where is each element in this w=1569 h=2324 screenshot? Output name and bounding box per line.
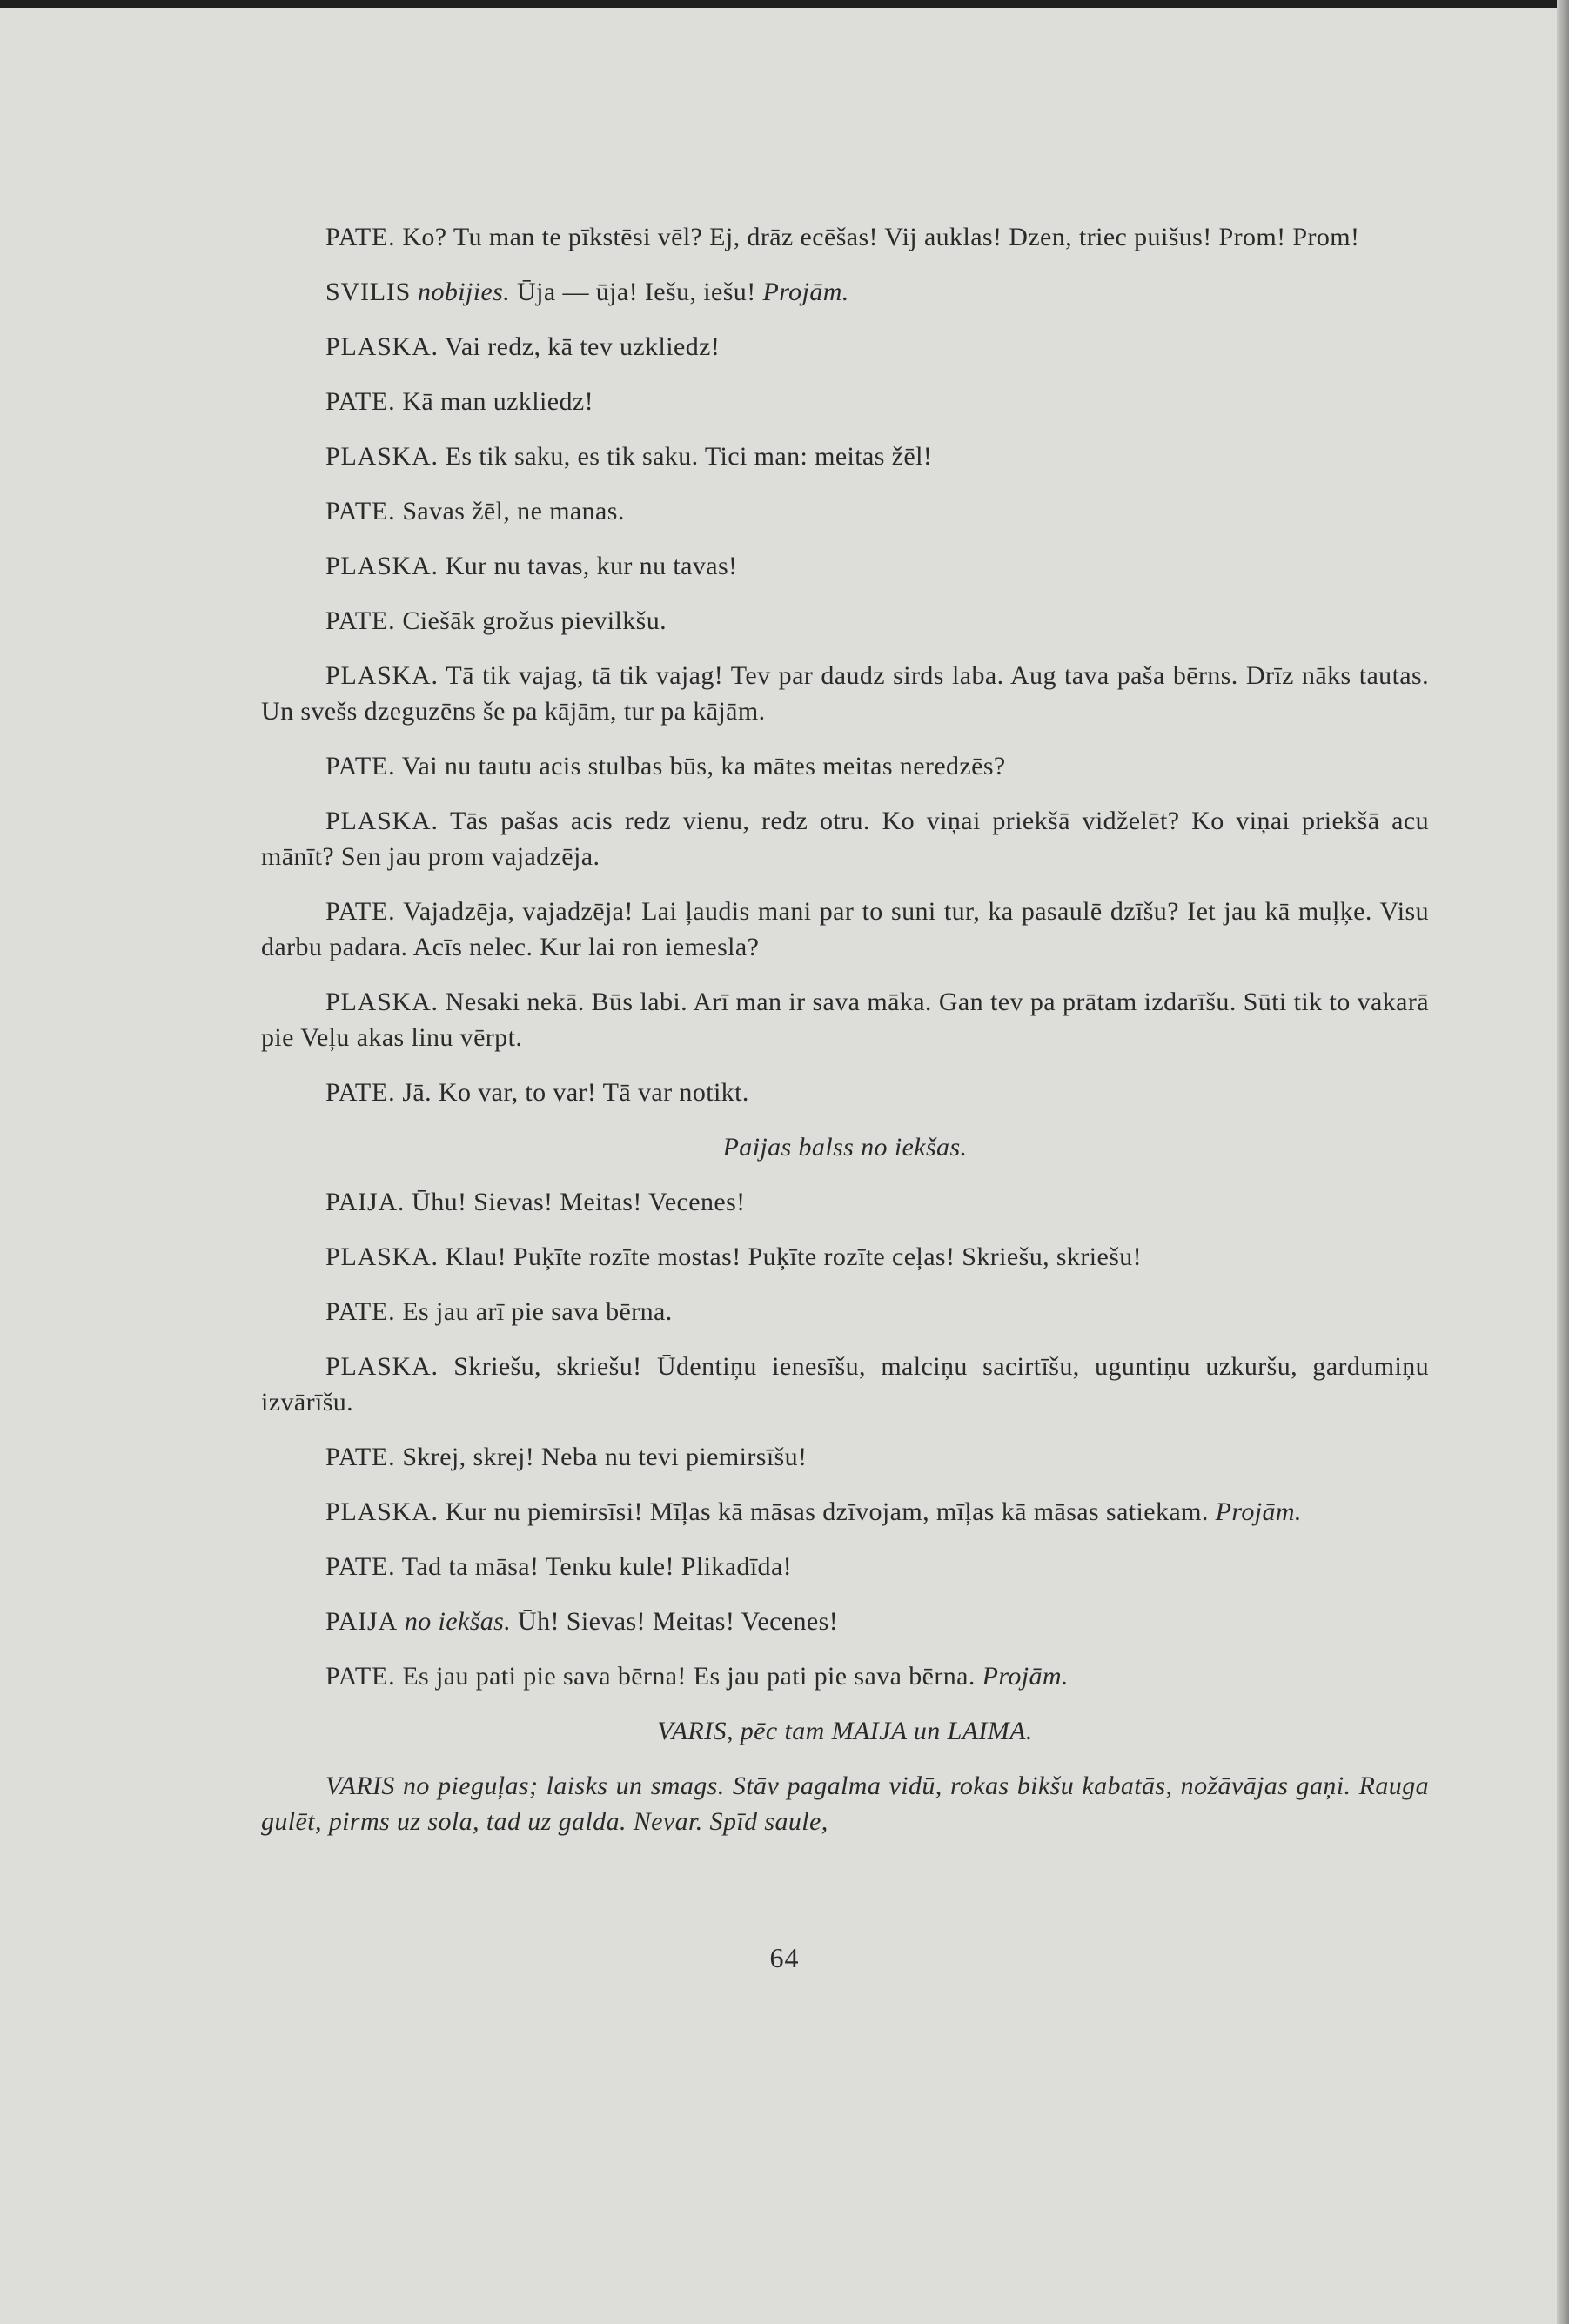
dialogue-line	[261, 748, 1429, 784]
dialogue-text: Vajadzēja, vajadzēja! Lai ļaudis mani par to suni tur, ka pasaulē dzīšu? Iet jau kā muļķe. Visu darbu padara. Acīs nelec. Kur lai ron iemesla?	[261, 897, 1429, 961]
dialogue-line	[261, 1658, 1429, 1694]
dialogue-line	[261, 1349, 1429, 1420]
dialogue-line	[261, 1184, 1429, 1220]
dialogue-text: Klau! Puķīte rozīte mostas! Puķīte rozīte ceļas! Skriešu, skriešu!	[438, 1242, 1143, 1271]
stage-direction: Projām.	[1208, 1497, 1302, 1526]
dialogue-text: Vai nu tautu acis stulbas būs, ka mātes meitas neredzēs?	[395, 752, 1006, 780]
dialogue-line	[261, 803, 1429, 874]
dialogue-text: Savas žēl, ne manas.	[395, 497, 625, 526]
speaker: PAIJA.	[325, 1188, 406, 1216]
speaker: PAIJA	[325, 1607, 398, 1636]
stage-direction: nobijies.	[411, 278, 511, 306]
dialogue-text: Tās pašas acis redz vienu, redz otru. Ko viņai priekšā vidželēt? Ko viņai priekšā acu mānīt? Sen jau prom vajadzēja.	[261, 807, 1429, 871]
dialogue-text: Jā. Ko var, to var! Tā var notikt.	[395, 1078, 749, 1107]
dialogue-text: Ūh! Sievas! Meitas! Vecenes!	[511, 1607, 839, 1636]
dialogue-text: Nesaki nekā. Būs labi. Arī man ir sava māka. Gan tev pa prātam izdarīšu. Sūti tik to vakarā pie Veļu akas linu vērpt.	[261, 988, 1429, 1052]
scene-heading	[261, 1713, 1429, 1749]
speaker: PATE.	[325, 606, 396, 635]
dialogue-line	[261, 274, 1429, 310]
speaker: PLASKA.	[325, 807, 439, 835]
stage-direction-centered	[261, 1129, 1429, 1165]
speaker: PATE.	[325, 1297, 396, 1326]
dialogue-line	[261, 1439, 1429, 1475]
speaker: PLASKA.	[325, 1497, 439, 1526]
stage-direction: no iekšas.	[397, 1607, 512, 1636]
stage-direction: VARIS, pēc tam MAIJA un LAIMA.	[657, 1717, 1033, 1745]
dialogue-text: Kā man uzkliedz!	[395, 387, 593, 416]
speaker: SVILIS	[325, 278, 412, 306]
speaker: PLASKA.	[325, 332, 439, 361]
dialogue-text: Ūja — ūja! Iešu, iešu!	[510, 278, 756, 306]
dialogue-text: Tā tik vajag, tā tik vajag! Tev par daudz sirds laba. Aug tava paša bērns. Drīz nāks tautas. Un svešs dzeguzēns še pa kājām, tur pa kājām.	[261, 661, 1429, 726]
dialogue-text: Kur nu tavas, kur nu tavas!	[438, 552, 738, 580]
stage-direction: VARIS no pieguļas; laisks un smags. Stāv pagalma vidū, rokas bikšu kabatās, nožāvājas gaņi. Rauga gulēt, pirms uz sola, tad uz galda. Nevar. Spīd saule,	[261, 1771, 1429, 1836]
dialogue-line	[261, 984, 1429, 1055]
dialogue-line	[261, 384, 1429, 419]
dialogue-text: Ciešāk grožus pievilkšu.	[395, 606, 667, 635]
dialogue-text: Ko? Tu man te pīkstēsi vēl? Ej, drāz ecēšas! Vij auklas! Dzen, triec puišus! Prom! Prom!	[395, 223, 1360, 251]
speaker: PLASKA.	[325, 988, 439, 1016]
dialogue-line	[261, 439, 1429, 474]
scan-right-edge	[1557, 0, 1569, 2324]
dialogue-text: Vai redz, kā tev uzkliedz!	[438, 332, 721, 361]
speaker: PATE.	[325, 1078, 396, 1107]
dialogue-line	[261, 603, 1429, 639]
dialogue-text: Skrej, skrej! Neba nu tevi piemirsīšu!	[395, 1443, 808, 1471]
dialogue-line	[261, 493, 1429, 529]
speaker: PLASKA.	[325, 661, 439, 690]
speaker: PATE.	[325, 1552, 396, 1581]
stage-direction: Projām.	[975, 1662, 1069, 1691]
dialogue-line	[261, 329, 1429, 365]
dialogue-line	[261, 1239, 1429, 1275]
speaker: PATE.	[325, 897, 396, 926]
stage-direction-block	[261, 1768, 1429, 1839]
speaker: PATE.	[325, 497, 396, 526]
dialogue-text: Es tik saku, es tik saku. Tici man: meitas žēl!	[438, 442, 933, 471]
speaker: PATE.	[325, 1443, 396, 1471]
dialogue-line	[261, 219, 1429, 255]
dialogue-text: Kur nu piemirsīsi! Mīļas kā māsas dzīvojam, mīļas kā māsas satiekam.	[438, 1497, 1209, 1526]
dialogue-text: Ūhu! Sievas! Meitas! Vecenes!	[405, 1188, 746, 1216]
dialogue-line	[261, 1549, 1429, 1584]
speaker: PLASKA.	[325, 1352, 439, 1381]
speaker: PATE.	[325, 387, 396, 416]
dialogue-line	[261, 1494, 1429, 1530]
speaker: PATE.	[325, 752, 396, 780]
speaker: PLASKA.	[325, 552, 439, 580]
speaker: PATE.	[325, 1662, 396, 1691]
dialogue-text: Skriešu, skriešu! Ūdentiņu ienesīšu, malciņu sacirtīšu, uguntiņu uzkuršu, gardumiņu izvārīšu.	[261, 1352, 1429, 1417]
dialogue-line	[261, 548, 1429, 584]
dialogue-line	[261, 1604, 1429, 1639]
dialogue-line	[261, 1075, 1429, 1110]
dialogue-line	[261, 658, 1429, 729]
speaker: PATE.	[325, 223, 396, 251]
speaker: PLASKA.	[325, 1242, 439, 1271]
speaker: PLASKA.	[325, 442, 439, 471]
page-number: 64	[769, 1942, 800, 1973]
dialogue-text: Es jau pati pie sava bērna! Es jau pati pie sava bērna.	[395, 1662, 976, 1691]
scan-top-edge	[0, 0, 1569, 8]
dialogue-text: Es jau arī pie sava bērna.	[395, 1297, 673, 1326]
page-text	[261, 219, 1429, 1859]
dialogue-line	[261, 894, 1429, 965]
dialogue-line	[261, 1294, 1429, 1329]
stage-direction: Paijas balss no iekšas.	[722, 1133, 968, 1162]
stage-direction: Projām.	[755, 278, 849, 306]
dialogue-text: Tad ta māsa! Tenku kule! Plikadīda!	[395, 1552, 793, 1581]
